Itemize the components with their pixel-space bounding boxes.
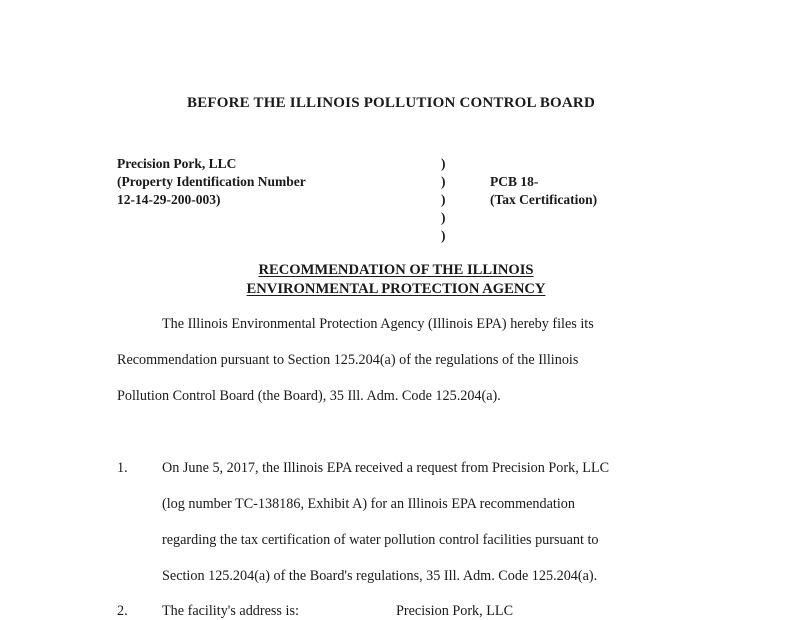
caption-paren: ) bbox=[441, 156, 446, 171]
item-1-line: (log number TC-138186, Exhibit A) for an Illinois EPA recommendation bbox=[162, 496, 575, 512]
caption-paren: ) bbox=[441, 192, 446, 207]
intro-line: The Illinois Environmental Protection Agency (Illinois EPA) hereby files its bbox=[162, 316, 594, 332]
caption-paren: ) bbox=[441, 228, 446, 243]
case-party-name: Precision Pork, LLC bbox=[117, 156, 237, 171]
caption-paren: ) bbox=[441, 210, 446, 225]
recommendation-heading-line2: ENVIRONMENTAL PROTECTION AGENCY bbox=[246, 281, 546, 297]
intro-line: Recommendation pursuant to Section 125.204(a) of the regulations of the Illinois bbox=[117, 352, 579, 368]
caption-paren: ) bbox=[441, 174, 446, 189]
item-1-line: Section 125.204(a) of the Board's regulations, 35 Ill. Adm. Code 125.204(a). bbox=[162, 568, 598, 584]
facility-address-value: Precision Pork, LLC bbox=[396, 603, 514, 619]
item-number: 1. bbox=[117, 460, 128, 476]
property-id-number: 12-14-29-200-003) bbox=[117, 192, 221, 207]
item-1-line: regarding the tax certification of water pollution control facilities pursuant to bbox=[162, 532, 599, 548]
board-title: BEFORE THE ILLINOIS POLLUTION CONTROL BOARD bbox=[187, 95, 595, 111]
item-1-line: On June 5, 2017, the Illinois EPA received a request from Precision Pork, LLC bbox=[162, 460, 610, 476]
item-number: 2. bbox=[117, 603, 128, 619]
case-number: PCB 18- bbox=[490, 174, 539, 189]
recommendation-heading-line1: RECOMMENDATION OF THE ILLINOIS bbox=[258, 262, 534, 278]
facility-address-label: The facility's address is: bbox=[162, 603, 299, 619]
property-id-label: (Property Identification Number bbox=[117, 174, 306, 189]
intro-line: Pollution Control Board (the Board), 35 Ill. Adm. Code 125.204(a). bbox=[117, 388, 501, 404]
case-type: (Tax Certification) bbox=[490, 192, 598, 207]
